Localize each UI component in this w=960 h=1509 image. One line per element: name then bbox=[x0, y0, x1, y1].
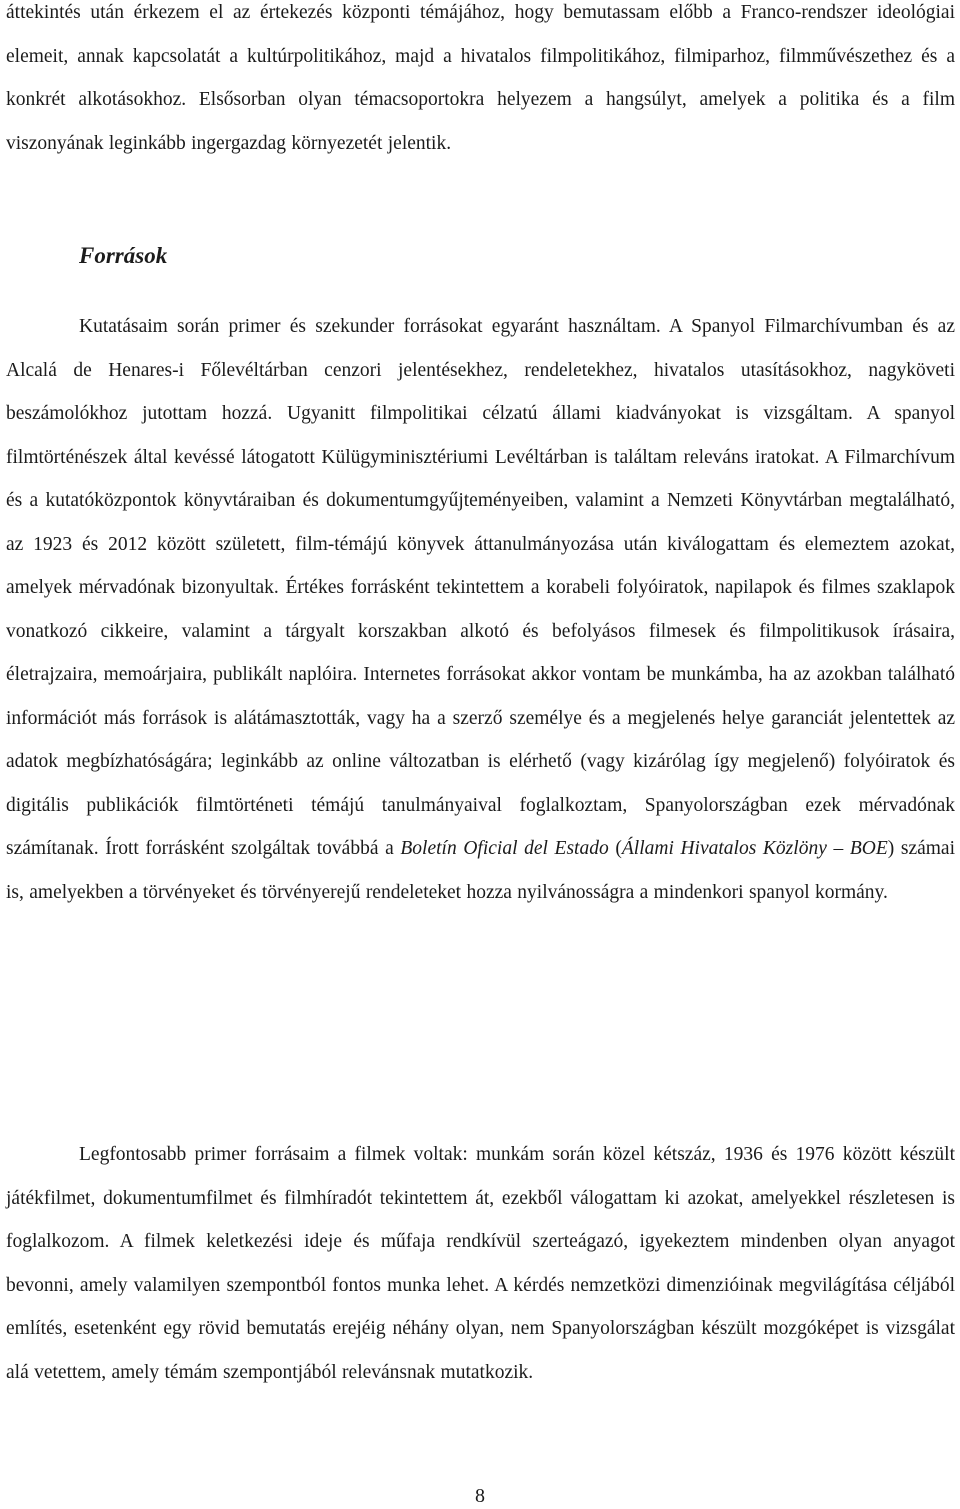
section-heading: Források bbox=[79, 243, 168, 268]
boe-title: Boletín Oficial del Estado bbox=[400, 838, 609, 859]
page-number: 8 bbox=[475, 1485, 485, 1507]
sources-paragraph bbox=[6, 305, 955, 914]
boe-translation: Állami Hivatalos Közlöny – BOE bbox=[621, 838, 888, 859]
sources-text-part1: Kutatásaim során primer és szekunder forrásokat egyaránt használtam. A Spanyol Filmarchívumban és az Alcalá de Henares-i Főlevéltárban cenzori jelentésekhez, rendeletekhez, hivatalos utasításokhoz, nagyköveti beszámolókhoz jutottam hozzá. Ugyanitt filmpolitikai célzatú állami kiadványokat is vizsgáltam. A spanyol filmtörténészek által kevéssé látogatott Külügyminisztériumi Levéltárban is találtam releváns iratokat. A Filmarchívum és a kutatóközpontok könyvtáraiban és dokumentumgyűjteményeiben, valamint a Nemzeti Könyvtárban megtalálható, az 1923 és 2012 között született, film-témájú könyvek áttanulmányozása után kiválogattam és elemeztem azokat, amelyek mérvadónak bizonyultak. Értékes forrásként tekintettem a korabeli folyóiratok, napilapok és filmes szaklapok vonatkozó cikkeire, valamint a tárgyalt korszakban alkotó és befolyásos filmesek és filmpolitikusok írásaira, életrajzaira, memoárjaira, publikált naplóira. Internetes forrásokat akkor vontam be munkámba, ha az azokban található információt más források is alátámasztották, vagy ha a szerző személye és a megjelenés helye garanciát jelentettek az adatok megbízhatóságára; leginkább az online változatban is elérhető (vagy kizárólag így megjelenő) folyóiratok és digitális publikációk filmtörténeti témájú tanulmányaival foglalkoztam, Spanyolországban ezek mérvadónak számítanak. Írott forrásként szolgáltak továbbá a bbox=[6, 316, 955, 859]
intro-paragraph: áttekintés után érkezem el az értekezés központi témájához, hogy bemutassam előbb a Franco-rendszer ideológiai elemeit, annak kapcsolatát a kultúrpolitikához, majd a hivatalos filmpolitikához, filmiparhoz, filmművészethez és a konkrét alkotásokhoz. Elsősorban olyan témacsoportokra helyezem a hangsúlyt, amelyek a politika és a film viszonyának leginkább ingergazdag környezetét jelentik. bbox=[6, 2, 955, 154]
sources-text-part3: ) számai is, amelyekben a törvényeket és törvényerejű rendeleteket hozza nyilvánosságra a mindenkori spanyol kormány. bbox=[6, 838, 956, 903]
sources-text-part2: ( bbox=[608, 838, 622, 859]
films-paragraph: Legfontosabb primer forrásaim a filmek voltak: munkám során közel kétszáz, 1936 és 1976 között készült játékfilmet, dokumentumfilmet és filmhíradót tekintettem át, ezekből válogattam ki azokat, amelyekkel részletesen is foglalkozom. A filmek keletkezési ideje és műfaja rendkívül szerteágazó, igyekeztem mindenben olyan anyagot bevonni, amely valamilyen szempontból fontos munka lehet. A kérdés nemzetközi dimenzióinak megvilágítása céljából említés, esetenként egy rövid bemutatás erejéig néhány olyan, nem Spanyolországban készült mozgóképet is vizsgálat alá vetettem, amely témám szempontjából relevánsnak mutatkozik. bbox=[6, 1144, 955, 1383]
